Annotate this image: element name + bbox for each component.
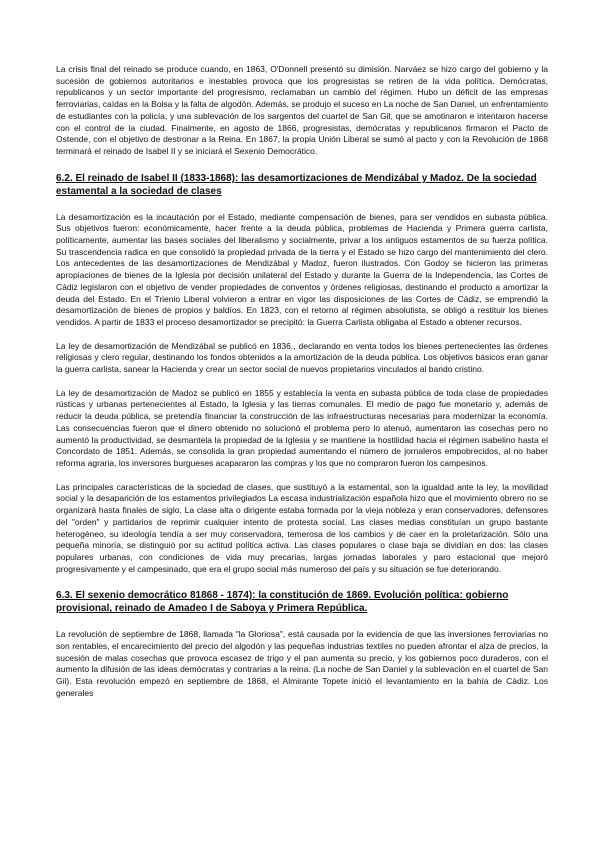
section-6-2-paragraph-1: La desamortización es la incautación por el Estado, mediante compensación de bienes, para ser vendidos en subasta pública. Sus objetivos fueron: económicamente, hacer frente a la deuda pública, problemas de Hacienda y Primera guerra carlista, políticamente, aumentar las bases sociales del liberalismo y socialmente, privar a los antiguos estamentos de su fuerza política. Su trascendencia radica en que consolidó la propiedad privada de la tierra y el Estado se hizo cargo del mantenimiento del clero. Los antecedentes de las desamortizaciones de Mendizábal y Madoz, fueron ilustrados. Con Godoy se hicieron las primeras apropiaciones de bienes de la Iglesia por decisión unilateral del Estado y durante la Guerra de la Independencia, las Cortes de Cádiz legislaron con el objetivo de vender propiedades de conventos y órdenes religiosas, destinando el producto a amortizar la deuda del Estado. En el Trienio Liberal volvieron a entrar en vigor las disposiciones de las Cortes de Cádiz, se emprendió la desamortización de bienes de propios y baldíos. En 1823, con el retorno al régimen absolutista, se obligó a restituir los bienes vendidos. A partir de 1833 el proceso desamortizador se precipitó: la Guerra Carlista obligaba al Estado a obtener recursos. — [56, 211, 548, 327]
document-page — [56, 64, 548, 700]
section-6-3-paragraph-1: La revolución de septiembre de 1868, llamada "la Gloriosa", está causada por la evidencia de que las inversiones ferroviarias no son rentables, el encarecimiento del precio del algodón y las pequeñas industrias textiles no pueden afrontar el alza de precios, la sucesión de malas cosechas que provoca escasez de trigo y el pan aumenta su precio, y los gobiernos poco duraderos, con el aumento la difusión de las ideas demócratas y contrarias a la reina. (La noche de San Daniel y la sublevación en el cuartel de San Gil). Esta revolución empezó en septiembre de 1868, el Almirante Topete inició el levantamiento en la bahía de Cádiz. Los generales — [56, 629, 548, 698]
section-6-2-heading: 6.2. El reinado de Isabel II (1833-1868): las desamortizaciones de Mendizábal y Madoz. De la sociedad estamental a la sociedad de clases — [56, 172, 537, 197]
intro-paragraph: La crisis final del reinado se produce cuando, en 1863, O'Donnell presentó su dimisión. Narváez se hizo cargo del gobierno y la sucesión de gobiernos autoritarios e inestables provoca que los progresistas se retiren de la vida política. Demócratas, republicanos y un sector importante del progresismo, reclamaban un cambio del régimen. Hubo un déficit de las empresas ferroviarias, caídas en la Bolsa y la falta de algodón. Además, se produjo el suceso en La noche de San Daniel, un enfrentamiento de estudiantes con la policía, y una sublevación de los sargentos del cuartel de San Gil, que se amotinaron e intentaron hacerse con el control de la ciudad. Finalmente, en agosto de 1866, progresistas, demócratas y republicanos firmaron el Pacto de Ostende, con el objetivo de destronar a la Reina. En 1867, la propia Unión Liberal se sumó al pacto y con la Revolución de 1868 terminará el reinado de Isabel II y se iniciará el Sexenio Democrático. — [56, 64, 548, 156]
section-6-3-heading: 6.3. El sexenio democrático 81868 - 1874): la constitución de 1869. Evolución política: gobierno provisional, reinado de Amadeo I de Saboya y Primera República. — [56, 590, 509, 615]
section-6-2-paragraph-3: La ley de desamortización de Madoz se publicó en 1855 y establecía la venta en subasta pública de toda clase de propiedades rústicas y urbanas pertenecientes al Estado, la Iglesia y las tierras comunales. El medio de pago fue monetario y, además de reducir la deuda pública, se pretendía financiar la construcción de las infraestructuras necesarias para modernizar la economía. Las consecuencias fueron que el dinero obtenido no solucionó el problema pero lo atenuó, aumentaron las cosechas pero no aumentó la productividad, se desmantela la propiedad de la Iglesia y se mantiene la hostilidad hacia el régimen isabelino hasta el Concordato de 1851. Además, se consolida la gran propiedad aumentando el número de jornaleros empobrecidos, al no haber reforma agraria, los inversores burgueses acapararon las compras y los que no compraron fueron los campesinos. — [56, 387, 548, 468]
section-6-2-paragraph-2: La ley de desamortización de Mendizábal se publicó en 1836., declarando en venta todos los bienes pertenecientes las órdenes religiosas y clero regular, destinando los fondos obtenidos a la amortización de la deuda pública. Los objetivos básicos eran ganar la guerra carlista, sanear la Hacienda y crear un sector social de nuevos propietarios vinculados al bando cristino. — [56, 340, 548, 375]
section-6-2-paragraph-4: Las principales características de la sociedad de clases, que sustituyó a la estamental, son la igualdad ante la ley, la movilidad social y la desaparición de los estamentos privilegiados La escasa industrialización española hizo que el movimiento obrero no se organizará hasta finales de siglo. La clase alta o dirigente estaba formada por la vieja nobleza y eran conservadores, defensores del "orden" y partidarios de reprimir cualquier intento de protesta social. Las clases medias constituían un grupo bastante heterogéneo, su ideología tendía a ser muy conservadora, temerosa de los cambios y de caer en la proletarización. Sólo una pequeña minoría, se distinguió por su actitud política activa. Las clases populares o clase baja se dividían en dos: las clases populares urbanas, con condiciones de vida muy precarias, largas jornadas laborales y paro estacional que mejoró progresivamente y el campesinado, que era el grupo social más numeroso del país y su situación se fue deteriorando. — [56, 481, 548, 574]
